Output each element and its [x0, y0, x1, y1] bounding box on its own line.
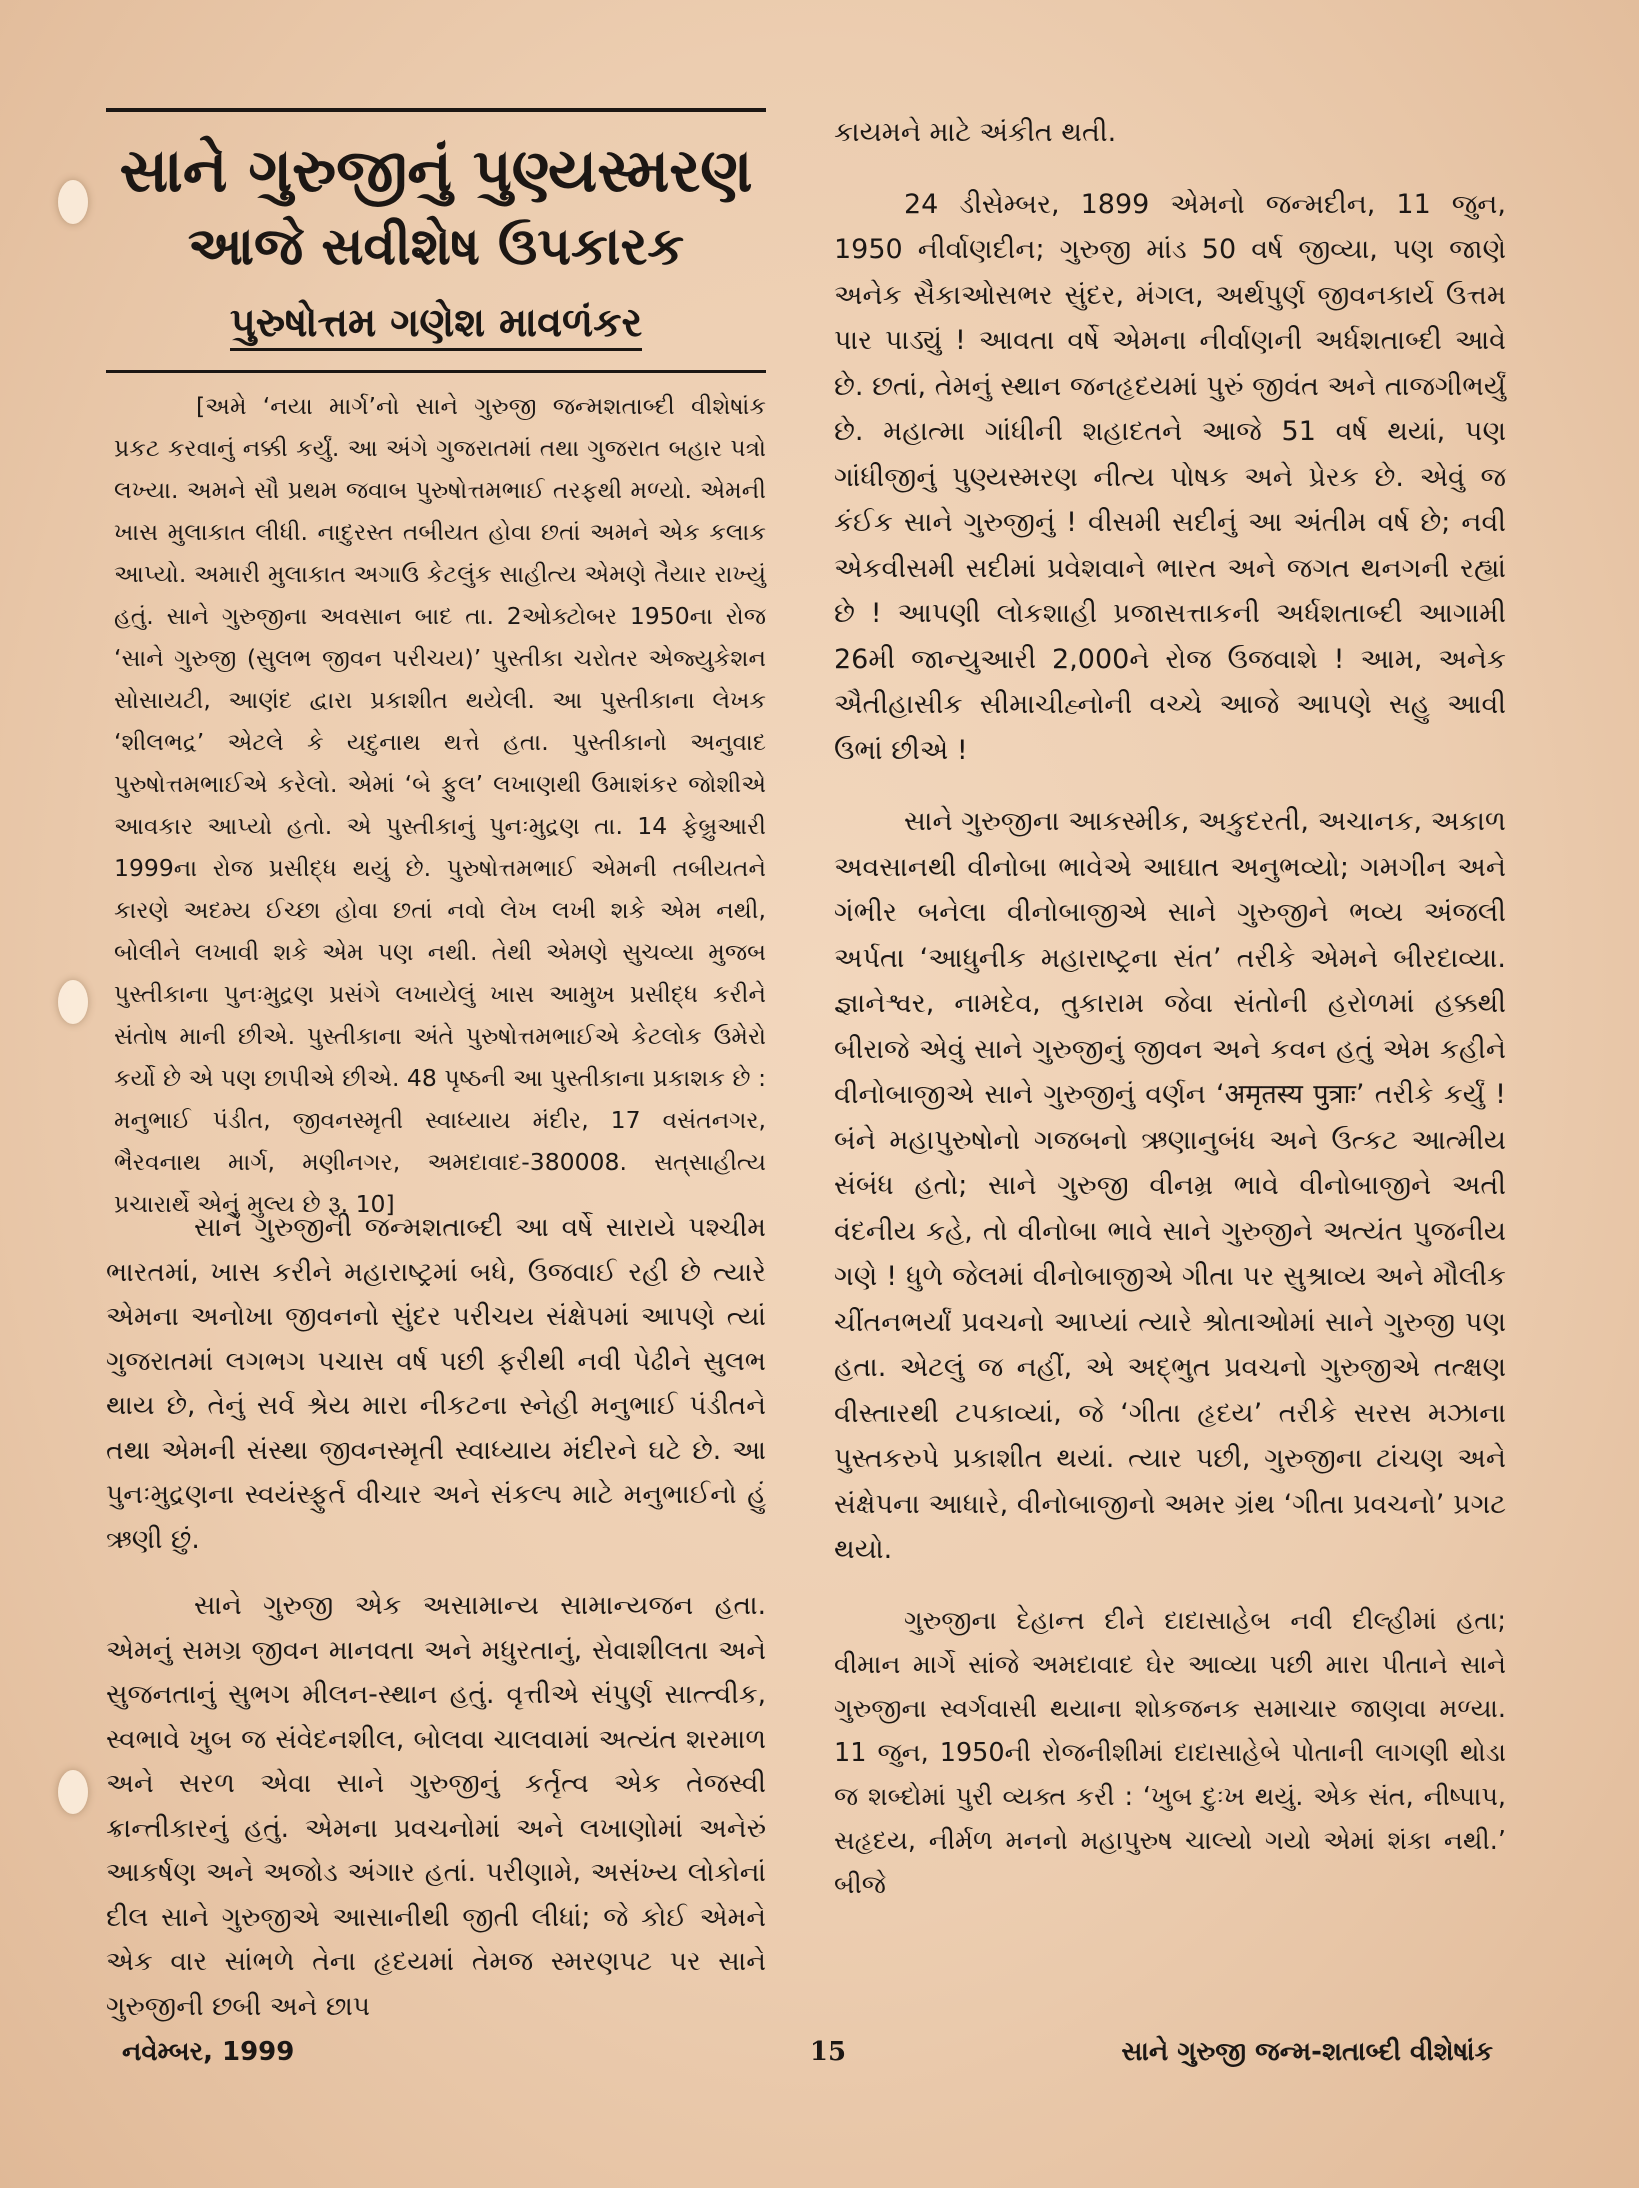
footer-issue-title: સાને ગુરુજી જન્મ-શતાબ્દી વીશેષાંક [1121, 2037, 1493, 2067]
binding-hole [58, 180, 88, 224]
article-title: સાને ગુરુજીનું પુણ્યસ્મરણ [119, 136, 753, 206]
byline-rule [106, 370, 766, 373]
paragraph: 24 ડીસેમ્બર, 1899 એમનો જન્મદીન, 11 જુન, 1950 નીર્વાણદીન; ગુરુજી માંડ 50 વર્ષ જીવ્યા, પણ જાણે અનેક સૈકાઓસભર સુંદર, મંગલ, અર્થપુર્ણ જીવનકાર્ય ઉત્તમ પાર પાડ્યું ! આવતા વર્ષે એમના નીર્વાણની અર્ધશતાબ્દી આવે છે. છતાં, તેમનું સ્થાન જનહૃદયમાં પુરું જીવંત અને તાજગીભર્યું છે. મહાત્મા ગાંધીની શહાદતને આજે 51 વર્ષ થયાં, પણ ગાંધીજીનું પુણ્યસ્મરણ નીત્ય પોષક અને પ્રેરક છે. એવું જ કંઈક સાને ગુરુજીનું ! વીસમી સદીનું આ અંતીમ વર્ષ છે; નવી એકવીસમી સદીમાં પ્રવેશવાને ભારત અને જગત થનગની રહ્યાં છે ! આપણી લોકશાહી પ્રજાસત્તાકની અર્ધશતાબ્દી આગામી 26મી જાન્યુઆરી 2,000ને રોજ ઉજવાશે ! આમ, અનેક ઐતીહાસીક સીમાચીહ્નોની વચ્ચે આજે આપણે સહુ આવી ઉભાં છીએ ! [834, 188, 1506, 766]
binding-hole [58, 1770, 88, 1814]
paragraph: સાને ગુરુજીના આકસ્મીક, અકુદરતી, અચાનક, અકાળ અવસાનથી વીનોબા ભાવેએ આઘાત અનુભવ્યો; ગમગીન અને ગંભીર બનેલા વીનોબાજીએ સાને ગુરુજીને ભવ્ય અંજલી અર્પતા ‘આધુનીક મહારાષ્ટ્રના સંત’ તરીકે એમને બીરદાવ્યા. જ્ઞાનેશ્વર, નામદેવ, તુકારામ જેવા સંતોની હરોળમાં હક્કથી બીરાજે એવું સાને ગુરુજીનું જીવન અને કવન હતું એમ કહીને વીનોબાજીએ સાને ગુરુજીનું વર્ણન ‘अमृतस्य पुत्राः’ તરીકે કર્યું ! બંને મહાપુરુષોનો ગજબનો ઋણાનુબંધ અને ઉત્કટ આત્મીય સંબંધ હતો; સાને ગુરુજી વીનમ્ર ભાવે વીનોબાજીને અતી વંદનીય કહે, તો વીનોબા ભાવે સાને ગુરુજીને અત્યંત પુજનીય ગણે ! ધુળે જેલમાં વીનોબાજીએ ગીતા પર સુશ્રાવ્ય અને મૌલીક ચીંતનભર્યાં પ્રવચનો આપ્યાં ત્યારે શ્રોતાઓમાં સાને ગુરુજી પણ હતા. એટલું જ નહીં, એ અદ્‌ભુત પ્રવચનો ગુરુજીએ તત્ક્ષણ વીસ્તારથી ટપકાવ્યાં, જે ‘ગીતા હૃદય’ તરીકે સરસ મઝાના પુસ્તકરુપે પ્રકાશીત થયાં. ત્યાર પછી, ગુરુજીના ટાંચણ અને સંક્ષેપના આધારે, વીનોબાજીનો અમર ગ્રંથ ‘ગીતા પ્રવચનો’ પ્રગટ થયો. [834, 806, 1506, 1565]
title-top-rule [106, 108, 766, 112]
author-name: પુરુષોત્તમ ગણેશ માવળંકર [230, 300, 642, 351]
editor-note: [અમે ‘નયા માર્ગ’નો સાને ગુરુજી જન્મશતાબ્દી વીશેષાંક પ્રકટ કરવાનું નક્કી કર્યું. આ અંગે ગુજરાતમાં તથા ગુજરાત બહાર પત્રો લખ્યા. અમને સૌ પ્રથમ જવાબ પુરુષોત્તમભાઈ તરફથી મળ્યો. એમની ખાસ મુલાકાત લીધી. નાદુરસ્ત તબીયત હોવા છતાં અમને એક કલાક આપ્યો. અમારી મુલાકાત અગાઉ કેટલુંક સાહીત્ય એમણે તૈયાર રાખ્યું હતું. સાને ગુરુજીના અવસાન બાદ તા. 2ઓક્ટોબર 1950ના રોજ ‘સાને ગુરુજી (સુલભ જીવન પરીચય)’ પુસ્તીકા ચરોતર એજ્યુકેશન સોસાયટી, આણંદ દ્વારા પ્રકાશીત થયેલી. આ પુસ્તીકાના લેખક ‘શીલભદ્ર’ એટલે કે યદુનાથ થત્તે હતા. પુસ્તીકાનો અનુવાદ પુરુષોત્તમભાઈએ કરેલો. એમાં ‘બે ફુલ’ લખાણથી ઉમાશંકર જોશીએ આવકાર આપ્યો હતો. એ પુસ્તીકાનું પુનઃમુદ્રણ તા. 14 ફેબ્રુઆરી 1999ના રોજ પ્રસીદ્ધ થયું છે. પુરુષોત્તમભાઈ એમની તબીયતને કારણે અદમ્ય ઈચ્છા હોવા છતાં નવો લેખ લખી શકે એમ નથી, બોલીને લખાવી શકે એમ પણ નથી. તેથી એમણે સુચવ્યા મુજબ પુસ્તીકાના પુનઃમુદ્રણ પ્રસંગે લખાયેલું ખાસ આમુખ પ્રસીદ્ધ કરીને સંતોષ માની છીએ. પુસ્તીકાના અંતે પુરુષોત્તમભાઈએ કેટલોક ઉમેરો કર્યો છે એ પણ છાપીએ છીએ. 48 પૃષ્ઠની આ પુસ્તીકાના પ્રકાશક છે : મનુભાઈ પંડીત, જીવનસ્મૃતી સ્વાધ્યાય મંદીર, 17 વસંતનગર, ભૈરવનાથ માર્ગ, મણીનગર, અમદાવાદ-380008. સત્‌સાહીત્ય પ્રચારાર્થે એનું મુલ્ય છે રૂ. 10] [114, 392, 766, 1218]
binding-hole [58, 980, 88, 1024]
right-column-body [834, 110, 1506, 1960]
paragraph: સાને ગુરુજી એક અસામાન્ય સામાન્યજન હતા. એમનું સમગ્ર જીવન માનવતા અને મધુરતાનું, સેવાશીલતા અને સુજનતાનું સુભગ મીલન-સ્થાન હતું. વૃત્તીએ સંપુર્ણ સાત્ત્વીક, સ્વભાવે ખુબ જ સંવેદનશીલ, બોલવા ચાલવામાં અત્યંત શરમાળ અને સરળ એવા સાને ગુરુજીનું કર્તૃત્વ એક તેજસ્વી ક્રાન્તીકારનું હતું. એમના પ્રવચનોમાં અને લખાણોમાં અનેરું આકર્ષણ અને અજોડ અંગાર હતાં. પરીણામે, અસંખ્ય લોકોનાં દીલ સાને ગુરુજીએ આસાનીથી જીતી લીધાં; જે કોઈ એમને એક વાર સાંભળે તેના હૃદયમાં તેમજ સ્મરણપટ પર સાને ગુરુજીની છબી અને છાપ [106, 1590, 766, 2022]
author-byline [106, 298, 766, 348]
page-number: 15 [809, 2037, 847, 2067]
left-column-body [106, 1206, 766, 2022]
paragraph: સાને ગુરુજીની જન્મશતાબ્દી આ વર્ષે સારાયે પશ્ચીમ ભારતમાં, ખાસ કરીને મહારાષ્ટ્રમાં બધે, ઉજવાઈ રહી છે ત્યારે એમના અનોખા જીવનનો સુંદર પરીચય સંક્ષેપમાં આપણે ત્યાં ગુજરાતમાં લગભગ પચાસ વર્ષ પછી ફરીથી નવી પેઢીને સુલભ થાય છે, તેનું સર્વ શ્રેય મારા નીકટના સ્નેહી મનુભાઈ પંડીતને તથા એમની સંસ્થા જીવનસ્મૃતી સ્વાધ્યાય મંદીરને ઘટે છે. આ પુનઃમુદ્રણના સ્વયંસ્ફુર્ત વીચાર અને સંકલ્પ માટે મનુભાઈનો હું ઋણી છું. [106, 1212, 766, 1555]
paragraph-continued: કાયમને માટે અંકીત થતી. [834, 117, 1117, 148]
article-subtitle: આજે સવીશેષ ઉપકારક [187, 217, 685, 277]
footer-date: નવેમ્બર, 1999 [122, 2037, 295, 2067]
paragraph: ગુરુજીના દેહાન્ત દીને દાદાસાહેબ નવી દીલ્હીમાં હતા; વીમાન માર્ગે સાંજે અમદાવાદ ઘેર આવ્યા પછી મારા પીતાને સાને ગુરુજીના સ્વર્ગવાસી થયાના શોકજનક સમાચાર જાણવા મળ્યા. 11 જુન, 1950ની રોજનીશીમાં દાદાસાહેબે પોતાની લાગણી થોડા જ શબ્દોમાં પુરી વ્યક્ત કરી : ‘ખુબ દુઃખ થયું. એક સંત, નીષ્પાપ, સહૃદય, નીર્મળ મનનો મહાપુરુષ ચાલ્યો ગયો એમાં શંકા નથી.’ બીજે [834, 1605, 1506, 1900]
